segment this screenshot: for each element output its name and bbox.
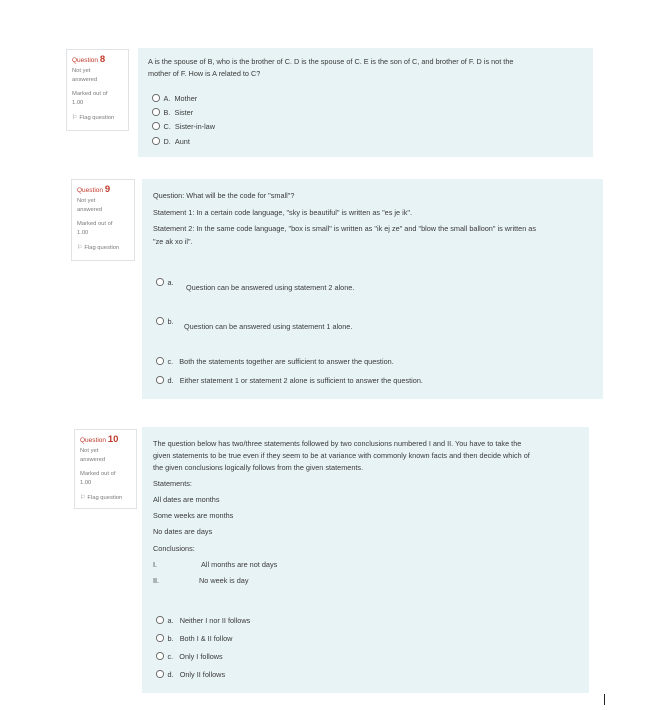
radio-button[interactable] bbox=[152, 108, 160, 116]
question-10-info bbox=[74, 429, 137, 509]
statement-item: No dates are days bbox=[153, 527, 213, 536]
statement-item: Some weeks are months bbox=[153, 511, 234, 520]
question-number: Question 10 bbox=[80, 434, 119, 445]
answer-option-b-text: Question can be answered using statement 1 alone. bbox=[184, 322, 353, 331]
flag-question-link[interactable]: ⚐ Flag question bbox=[72, 115, 115, 121]
question-text: A is the spouse of B, who is the brother of C. D is the spouse of C. E is the son of C, and brother of F. D is not the bbox=[148, 57, 514, 66]
question-8-info bbox=[66, 49, 129, 131]
question-9-panel bbox=[142, 179, 603, 399]
text-cursor bbox=[604, 694, 605, 705]
radio-button[interactable] bbox=[156, 278, 164, 286]
question-number: Question 9 bbox=[77, 184, 111, 195]
statement-item: All dates are months bbox=[153, 495, 220, 504]
question-9-info bbox=[71, 179, 135, 261]
question-mark: Marked out of 1.00 bbox=[72, 91, 108, 106]
question-mark: Marked out of 1.00 bbox=[77, 221, 113, 236]
question-intro: The question below has two/three statements followed by two conclusions numbered I and II. You have to take the bbox=[153, 439, 522, 448]
radio-button[interactable] bbox=[156, 670, 164, 678]
radio-button[interactable] bbox=[156, 652, 164, 660]
question-intro: the given conclusions logically follows from the given statements. bbox=[153, 463, 364, 472]
radio-button[interactable] bbox=[156, 616, 164, 624]
answer-option-a[interactable]: a. Neither I nor II follows bbox=[156, 615, 250, 626]
answer-option-a[interactable]: a. bbox=[156, 277, 174, 288]
answer-option-b[interactable]: B. Sister bbox=[152, 107, 193, 118]
flag-question-link[interactable]: ⚐ Flag question bbox=[77, 245, 120, 251]
question-intro: given statements to be true even if they seem to be at variance with commonly known facts and then decide which of bbox=[153, 451, 530, 460]
answer-option-b[interactable]: b. Both I & II follow bbox=[156, 633, 232, 644]
statements-label: Statements: bbox=[153, 479, 192, 488]
flag-icon: ⚐ bbox=[80, 495, 86, 501]
statement-1: Statement 1: In a certain code language, "sky is beautiful" is written as "es je ik". bbox=[153, 208, 412, 217]
question-mark: Marked out of 1.00 bbox=[80, 471, 116, 486]
conclusion-text: No week is day bbox=[199, 576, 249, 585]
conclusion-text: All months are not days bbox=[201, 560, 278, 569]
answer-option-c[interactable]: c. Both the statements together are sufficient to answer the question. bbox=[156, 356, 394, 367]
statement-2: "ze ak xo il". bbox=[153, 237, 193, 246]
answer-option-d[interactable]: d. Either statement 1 or statement 2 alone is sufficient to answer the question. bbox=[156, 375, 423, 386]
question-state: Not yet answered bbox=[80, 448, 106, 463]
flag-question-link[interactable]: ⚐ Flag question bbox=[80, 495, 123, 501]
answer-option-b[interactable]: b. bbox=[156, 316, 174, 327]
radio-button[interactable] bbox=[152, 122, 160, 130]
answer-option-c[interactable]: c. Only I follows bbox=[156, 651, 223, 662]
conclusions-label: Conclusions: bbox=[153, 544, 195, 553]
radio-button[interactable] bbox=[156, 376, 164, 384]
radio-button[interactable] bbox=[156, 634, 164, 642]
question-text: mother of F. How is A related to C? bbox=[148, 69, 261, 78]
question-text: Question: What will be the code for "small"? bbox=[153, 191, 295, 200]
radio-button[interactable] bbox=[156, 317, 164, 325]
radio-button[interactable] bbox=[152, 137, 160, 145]
radio-button[interactable] bbox=[156, 357, 164, 365]
answer-option-c[interactable]: C. Sister-in-law bbox=[152, 121, 215, 132]
answer-option-d[interactable]: D. Aunt bbox=[152, 136, 190, 147]
answer-option-a[interactable]: A. Mother bbox=[152, 93, 197, 104]
answer-option-d[interactable]: d. Only II follows bbox=[156, 669, 225, 680]
question-number: Question 8 bbox=[72, 54, 106, 65]
question-10-panel bbox=[142, 427, 589, 693]
question-state: Not yet answered bbox=[72, 68, 98, 83]
conclusion-number: I. bbox=[153, 560, 158, 569]
statement-2: Statement 2: In the same code language, "box is small" is written as "ik ej ze" and "blow the small balloon" is written as bbox=[153, 224, 537, 233]
answer-option-a-text: Question can be answered using statement 2 alone. bbox=[186, 283, 355, 292]
radio-button[interactable] bbox=[152, 94, 160, 102]
conclusion-number: II. bbox=[153, 576, 160, 585]
question-8-panel bbox=[138, 48, 593, 157]
flag-icon: ⚐ bbox=[72, 115, 78, 121]
flag-icon: ⚐ bbox=[77, 245, 83, 251]
question-state: Not yet answered bbox=[77, 198, 103, 213]
